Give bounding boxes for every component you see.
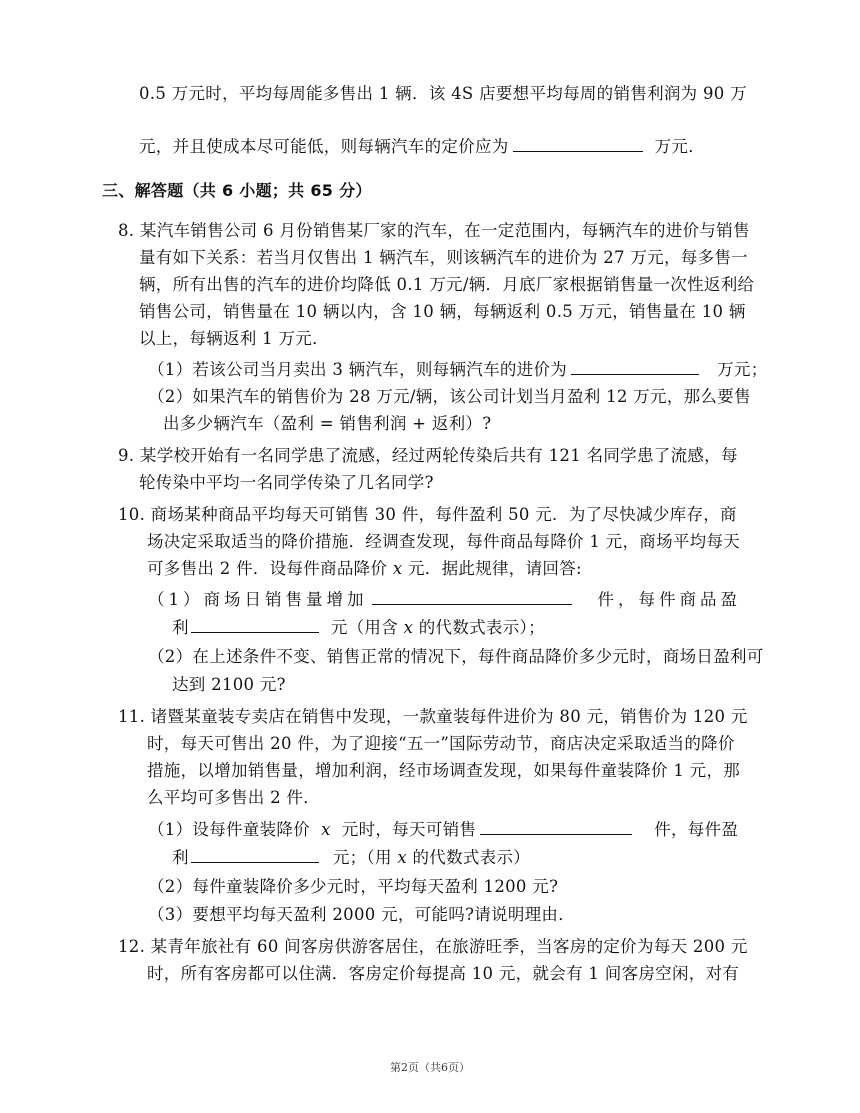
answer-blank[interactable] <box>191 614 319 633</box>
text: 元；（用 <box>332 848 392 867</box>
text: （1）若该公司当月卖出 3 辆汽车，则每辆汽车的进价为 <box>148 360 568 379</box>
text: 万元； <box>717 360 768 379</box>
answer-blank[interactable] <box>480 816 632 835</box>
question-12-line: 时，所有客房都可以住满．客房定价每提高 10 元，就会有 1 间客房空闲，对有 <box>147 964 740 983</box>
question-10-sub-2: 达到 2100 元? <box>172 675 286 694</box>
text: 件，每件盈 <box>654 820 739 839</box>
text: 元．据此规律，请回答: <box>408 559 582 578</box>
question-11-line: 措施，以增加销售量，增加利润，经市场调查发现，如果每件童装降价 1 元，那 <box>147 761 741 780</box>
variable-x: x <box>397 848 407 867</box>
question-8-line: 以上，每辆返利 1 万元． <box>139 329 329 348</box>
question-10-sub-1 <box>148 586 741 613</box>
text: 的代数式表示） <box>412 848 531 867</box>
variable-x: x <box>392 559 403 578</box>
text-line <box>139 133 705 160</box>
text: 万元． <box>654 137 706 156</box>
question-10-sub-1 <box>172 614 545 641</box>
question-11-line: 么平均可多售出 2 件． <box>147 788 321 807</box>
question-8-line: 量有如下关系：若当月仅售出 1 辆汽车，则该辆汽车的进价为 27 万元，每多售一 <box>139 248 748 267</box>
question-9-line: 轮传染中平均一名同学传染了几名同学? <box>139 473 434 492</box>
question-9-line: 9. 某学校开始有一名同学患了流感，经过两轮传染后共有 121 名同学患了流感，每 <box>118 446 738 465</box>
question-11-line: 11. 诸暨某童装专卖店在销售中发现，一款童装每件进价为 80 元，销售价为 120 元 <box>118 707 748 726</box>
text: （1）商场日销售量增加 <box>148 590 368 609</box>
variable-x: x <box>403 618 414 637</box>
text: 件，每件商品盈 <box>597 590 741 609</box>
question-11-sub-1 <box>172 844 530 871</box>
question-10-sub-2: （2）在上述条件不变、销售正常的情况下，每件商品降价多少元时，商场日盈利可 <box>148 647 764 666</box>
text: （1）设每件童装降价 <box>148 820 310 839</box>
answer-blank[interactable] <box>372 586 572 605</box>
text: 可多售出 2 件．设每件商品降价 <box>147 559 388 578</box>
text: 利 <box>172 848 189 867</box>
question-8-sub-2: 出多少辆汽车（盈利 = 销售利润 + 返利）? <box>163 414 492 433</box>
question-10-line: 场决定采取适当的降价措施．经调查发现，每件商品每降价 1 元，商场平均每天 <box>147 532 741 551</box>
text: 的代数式表示）； <box>418 618 545 637</box>
text-line: 0.5 万元时，平均每周能多售出 1 辆．该 4S 店要想平均每周的销售利润为 90 万 <box>139 84 747 103</box>
question-11-sub-1 <box>148 816 738 843</box>
text: 利 <box>172 618 189 637</box>
text: 元时，每天可销售 <box>341 820 477 839</box>
question-12-line: 12. 某青年旅社有 60 间客房供游客居住，在旅游旺季，当客房的定价为每天 200 元 <box>118 937 748 956</box>
question-10-line: 10. 商场某种商品平均每天可销售 30 件，每件盈利 50 元．为了尽快减少库存，商 <box>118 505 737 524</box>
text: 元（用含 <box>330 618 399 637</box>
question-11-sub-3: （3）要想平均每天盈利 2000 元，可能吗?请说明理由． <box>148 905 576 924</box>
question-11-sub-2: （2）每件童装降价多少元时，平均每天盈利 1200 元? <box>148 877 559 896</box>
answer-blank[interactable] <box>513 133 643 152</box>
text: 元，并且使成本尽可能低，则每辆汽车的定价应为 <box>139 137 509 156</box>
variable-x: x <box>321 820 331 839</box>
answer-blank[interactable] <box>191 844 319 863</box>
page-number: 第2页（共6页） <box>390 1061 470 1074</box>
question-8-sub-2: （2）如果汽车的销售价为 28 万元/辆，该公司计划当月盈利 12 万元，那么要售 <box>148 387 751 406</box>
question-11-line: 时，每天可售出 20 件，为了迎接“五一”国际劳动节，商店决定采取适当的降价 <box>147 734 735 753</box>
question-8-line: 8. 某汽车销售公司 6 月份销售某厂家的汽车，在一定范围内，每辆汽车的进价与销售 <box>118 221 750 240</box>
question-8-line: 辆，所有出售的汽车的进价均降低 0.1 万元/辆．月底厂家根据销售量一次性返利给 <box>139 275 755 294</box>
question-10-line <box>147 556 582 582</box>
question-8-line: 销售公司，销售量在 10 辆以内，含 10 辆，每辆返利 0.5 万元，销售量在 10 辆 <box>139 302 746 321</box>
answer-blank[interactable] <box>571 356 699 375</box>
question-8-sub-1 <box>148 356 768 383</box>
section-title: 三、解答题（共 6 小题；共 65 分） <box>102 181 372 200</box>
